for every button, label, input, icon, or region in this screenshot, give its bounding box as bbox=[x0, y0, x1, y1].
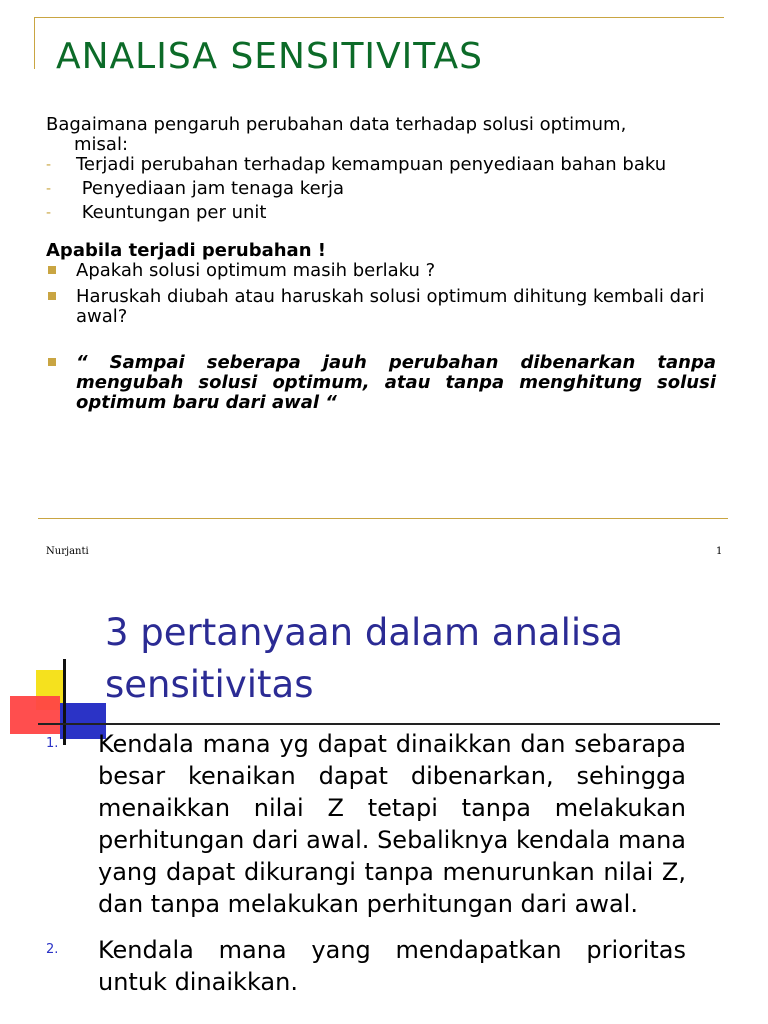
left-rule bbox=[34, 17, 35, 69]
slide-2 bbox=[0, 583, 768, 1024]
questions-list bbox=[46, 728, 686, 998]
quote-item bbox=[46, 353, 716, 413]
square-bullet-icon bbox=[48, 266, 56, 274]
intro-line-2: misal: bbox=[74, 134, 129, 155]
list-item bbox=[46, 261, 716, 281]
square-bullet-icon bbox=[48, 358, 56, 366]
item-number: 2. bbox=[46, 942, 59, 957]
footer-page-number: 1 bbox=[716, 546, 723, 557]
change-examples-list bbox=[46, 155, 716, 223]
square-bullet-icon bbox=[48, 292, 56, 300]
list-item-text: Penyediaan jam tenaga kerja bbox=[76, 178, 345, 199]
dash-bullet: - bbox=[46, 205, 52, 221]
item-number: 1. bbox=[46, 736, 59, 751]
list-item bbox=[46, 934, 686, 998]
list-item bbox=[46, 287, 716, 327]
title-underline bbox=[38, 723, 720, 725]
list-item bbox=[46, 179, 716, 199]
list-item-text: Keuntungan per unit bbox=[76, 202, 267, 223]
quote-text: “ Sampai seberapa jauh perubahan dibenarkan tanpa mengubah solusi optimum, atau tanpa menghitung solusi optimum baru dari awal “ bbox=[76, 352, 716, 413]
list-item bbox=[46, 728, 686, 920]
question-list bbox=[46, 261, 716, 413]
list-item-text: Kendala mana yang mendapatkan prioritas untuk dinaikkan. bbox=[98, 936, 686, 996]
intro-paragraph bbox=[46, 115, 716, 155]
list-item-text: Kendala mana yg dapat dinaikkan dan sebarapa besar kenaikan dapat dibenarkan, sehingga menaikkan nilai Z tetapi tanpa melakukan perhitungan dari awal. Sebaliknya kendala mana yang dapat dikurangi tanpa menurunkan nilai Z, dan tanpa melakukan perhitungan dari awal. bbox=[98, 730, 686, 918]
slide-title: 3 pertanyaan dalam analisa sensitivitas bbox=[105, 611, 624, 706]
dash-bullet: - bbox=[46, 157, 52, 173]
slide-body bbox=[46, 115, 716, 413]
dash-bullet: - bbox=[46, 181, 52, 197]
intro-line-1: Bagaimana pengaruh perubahan data terhadap solusi optimum, bbox=[46, 114, 627, 135]
bottom-rule bbox=[38, 518, 728, 519]
footer-author: Nurjanti bbox=[46, 546, 89, 557]
subheading: Apabila terjadi perubahan ! bbox=[46, 240, 326, 261]
slide-title: ANALISA SENSITIVITAS bbox=[56, 36, 483, 77]
top-rule bbox=[34, 17, 724, 18]
list-item bbox=[46, 155, 716, 175]
list-item-text: Haruskah diubah atau haruskah solusi optimum dihitung kembali dari awal? bbox=[76, 286, 705, 327]
list-item-text: Apakah solusi optimum masih berlaku ? bbox=[76, 260, 436, 281]
list-item bbox=[46, 203, 716, 223]
list-item-text: Terjadi perubahan terhadap kemampuan penyediaan bahan baku bbox=[76, 154, 667, 175]
